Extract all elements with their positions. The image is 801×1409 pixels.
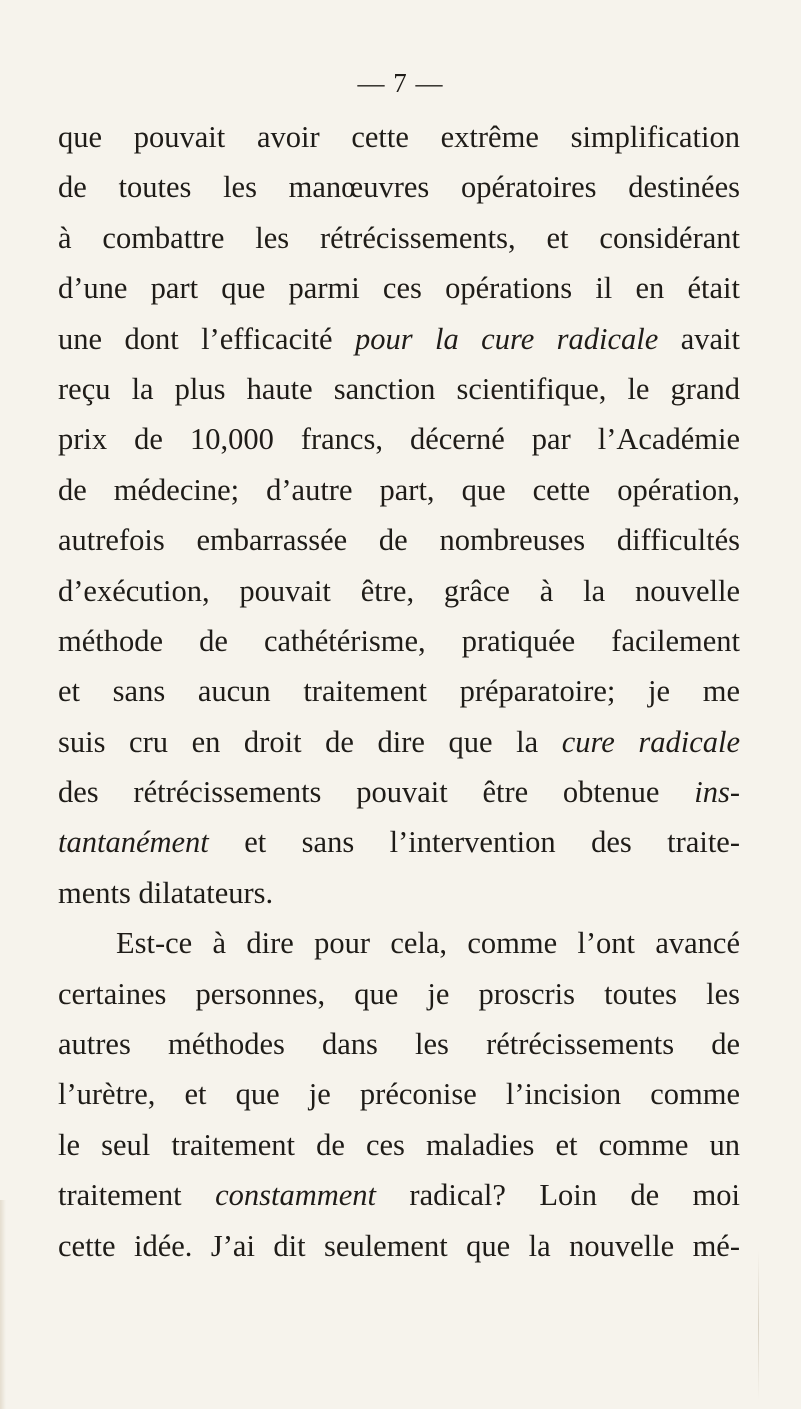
text-line: d’une part que parmi ces opérations il en était — [58, 271, 740, 306]
text-line: autrefois embarrassée de nombreuses difficultés — [58, 523, 740, 558]
italic-span: pour la cure radicale — [355, 321, 659, 356]
text-line: et sans aucun traitement préparatoire; je me — [58, 674, 740, 709]
text-line: cette idée. J’ai dit seulement que la nouvelle mé- — [58, 1228, 740, 1263]
italic-span: constamment — [215, 1178, 377, 1213]
italic-span: ins- — [694, 775, 740, 810]
text-span: traitement — [58, 1178, 216, 1213]
text-span: des rétrécissements pouvait être obtenue — [58, 775, 695, 810]
text-line: certaines personnes, que je proscris toutes les — [58, 976, 740, 1011]
text-line: que pouvait avoir cette extrême simplification — [58, 120, 740, 154]
text-span: radical? Loin de moi — [376, 1178, 741, 1213]
text-line — [58, 767, 740, 817]
text-line: le seul traitement de ces maladies et comme un — [58, 1127, 740, 1162]
text-line: d’exécution, pouvait être, grâce à la nouvelle — [58, 573, 740, 608]
text-span: avait — [658, 321, 740, 356]
text-line — [58, 717, 740, 767]
text-line: reçu la plus haute sanction scientifique, le grand — [58, 371, 740, 406]
text-line — [58, 314, 740, 364]
page-number: — 7 — — [357, 68, 444, 98]
text-span: et sans l’intervention des traite- — [208, 825, 740, 860]
text-span: suis cru en droit de dire que la — [58, 724, 562, 759]
italic-span: tantanément — [58, 825, 209, 860]
text-line: Est-ce à dire pour cela, comme l’ont avancé — [116, 926, 740, 961]
text-line: ments dilatateurs. — [58, 875, 274, 910]
text-span: une dont l’efficacité — [58, 321, 356, 356]
paper-crease — [758, 1250, 759, 1400]
page-edge-shadow — [0, 1200, 6, 1409]
text-line — [58, 817, 740, 867]
text-line: autres méthodes dans les rétrécissements de — [58, 1027, 740, 1062]
text-line: méthode de cathétérisme, pratiquée facilement — [58, 623, 740, 658]
text-line: de médecine; d’autre part, que cette opération, — [58, 472, 740, 507]
body-text — [58, 112, 740, 1271]
italic-span: cure radicale — [561, 724, 740, 759]
text-line: à combattre les rétrécissements, et considérant — [58, 220, 740, 255]
text-line: prix de 10,000 francs, décerné par l’Académie — [58, 422, 740, 457]
text-line: l’urètre, et que je préconise l’incision comme — [58, 1077, 740, 1112]
text-line — [58, 1170, 740, 1220]
text-line: de toutes les manœuvres opératoires destinées — [58, 170, 740, 205]
